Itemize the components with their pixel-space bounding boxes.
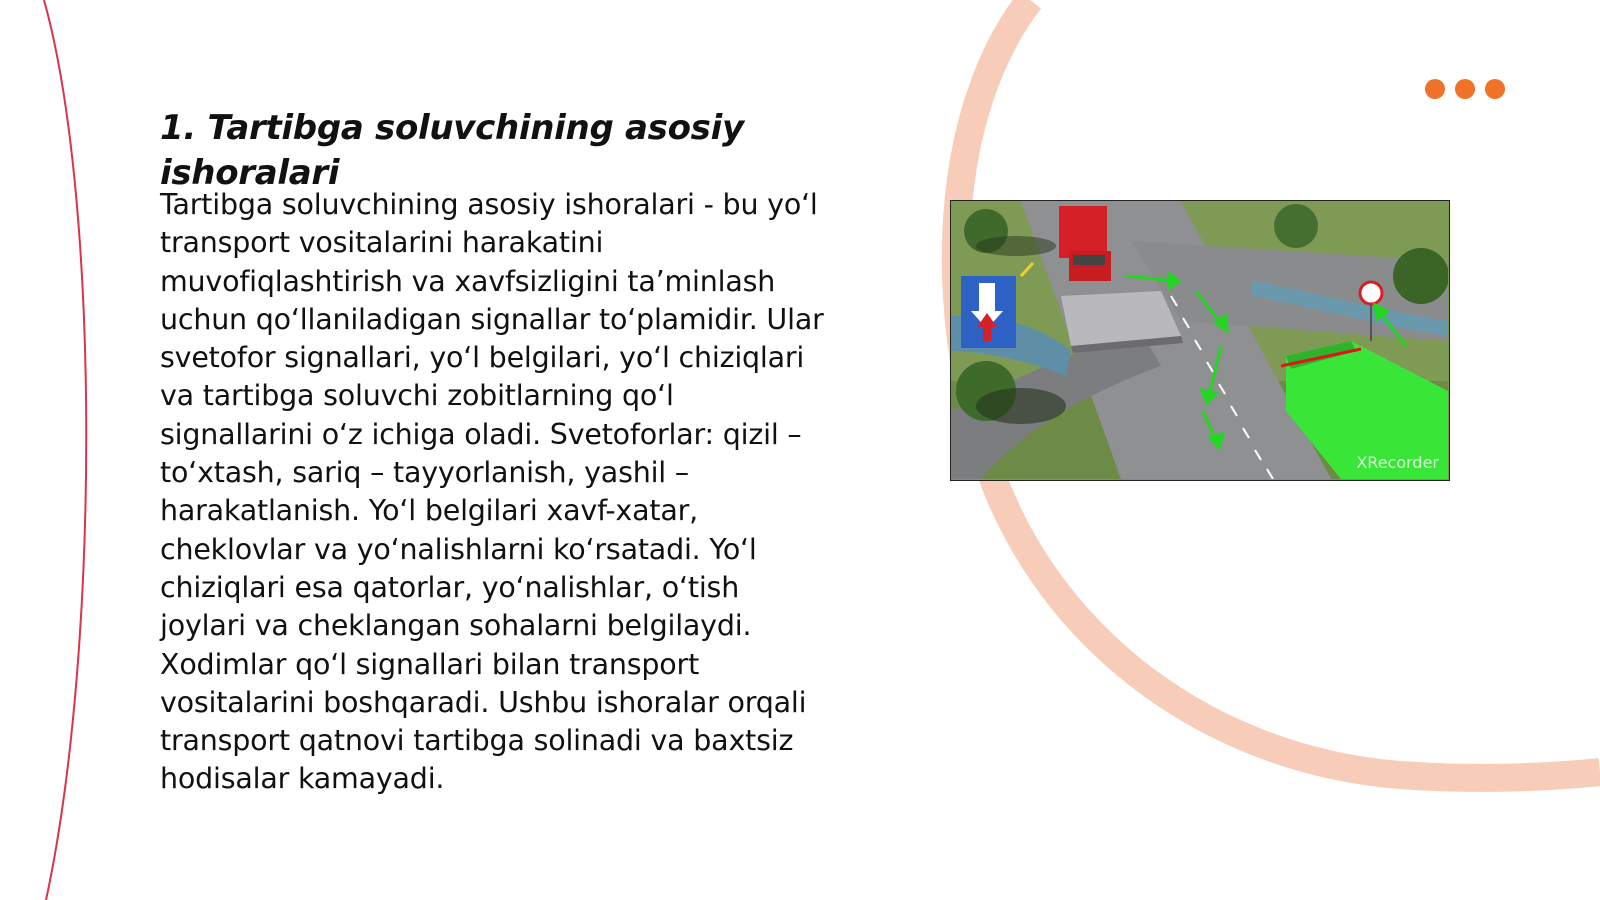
three-dots-icon	[1425, 79, 1505, 99]
slide-body-text: Tartibga soluvchining asosiy ishoralari - bu yo‘l transport vositalarini harakatini muvofiqlashtirish va xavfsizligini ta’minlash uchun qo‘llaniladigan signallar to‘plamidir. Ular svetofor signallari, yo‘l belgilari, yo‘l chiziqlari va tartibga soluvchi zobitlarning qo‘l signallarini o‘z ichiga oladi. Svetoforlar: qizil – to‘xtash, sariq – tayyorlanish, yashil – harakatlanish. Yo‘l belgilari xavf-xatar, cheklovlar va yo‘nalishlarni ko‘rsatadi. Yo‘l chiziqlari esa qatorlar, yo‘nalishlar, o‘tish joylari va cheklangan sohalarni belgilaydi. Xodimlar qo‘l signallari bilan transport vositalarini boshqaradi. Ushbu ishoralar orqali transport qatnovi tartibga solinadi va baxtsiz hodisalar kamayadi.	[160, 188, 824, 796]
slide-title: 1. Tartibga soluvchining asosiy ishoralari	[160, 108, 744, 193]
traffic-illustration	[950, 200, 1450, 481]
intersection-scene	[951, 201, 1448, 479]
dot	[1425, 79, 1445, 99]
watermark-text: XRecorder	[1356, 453, 1439, 472]
dot	[1485, 79, 1505, 99]
dot	[1455, 79, 1475, 99]
left-decorative-line	[44, 0, 86, 900]
